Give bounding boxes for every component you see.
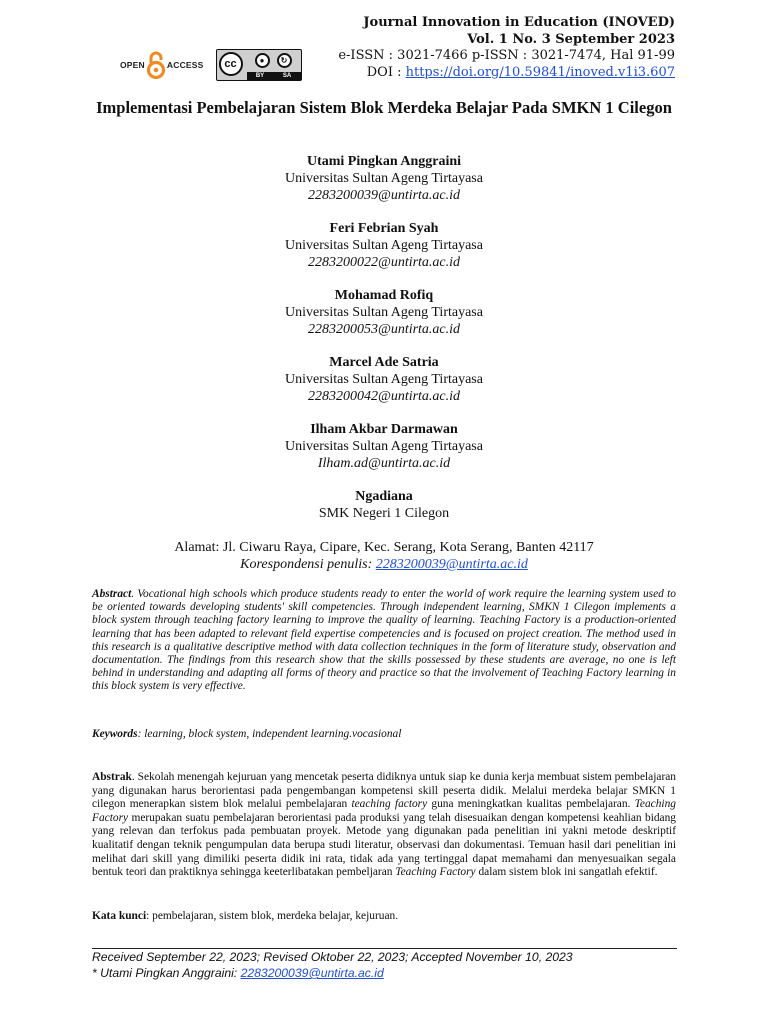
author-email: 2283200039@untirta.ac.id <box>307 188 461 203</box>
author-affiliation: SMK Negeri 1 Cilegon <box>318 506 450 521</box>
license-bar <box>247 72 301 80</box>
author-affiliation: Universitas Sultan Ageng Tirtayasa <box>285 305 483 320</box>
author-email: 2283200022@untirta.ac.id <box>307 255 461 270</box>
footer-divider <box>92 948 677 949</box>
corresponding-author-email-link[interactable]: 2283200039@untirta.ac.id <box>240 966 384 980</box>
keywords-indonesian <box>92 910 676 923</box>
abstract-label: Abstract <box>92 588 132 600</box>
abstrak-text-3: merupakan suatu pembelajaran berorientasi pada produksi yang telah disesuaikan dengan kompetensi keahlian bidang yang relevan dan terfokus pada pembuatan proyek. Metode yang digunakan pada penelitian ini yakni metode deskriptif kualitatif dengan teknik pengumpulan data berupa studi literatur, observasi dan dokumentasi. Temuan hasil dari penelitian ini melihat dari skill yang dimiliki peserta didik ini rata, tidak ada yang tertinggal dapat memahami dan menyesuaikan segala bentuk teori dan praktiknya sehingga keeterlibatakan pembeljaran <box>92 811 676 879</box>
author-name: Ngadiana <box>355 489 413 504</box>
keywords-label: Keywords <box>92 728 138 740</box>
keywords-english <box>92 728 676 741</box>
attribution-icon: ● <box>255 53 270 68</box>
license-sa-text: SA <box>282 73 292 79</box>
open-access-right-text: ACCESS <box>166 60 204 70</box>
corresponding-author-prefix: * Utami Pingkan Anggraini: <box>92 966 241 980</box>
abstrak-text-1: . Sekolah menengah kejuruan yang mencetak peserta didiknya untuk siap ke dunia kerja membuat sistem pembelajaran yang digunakan harus berorientasi pada pengembangan kompetensi skill peserta didik. Melalui merdeka belajar SMKN 1 cilegon menerapkan sistem blok melalui pembelajaran <box>92 771 676 811</box>
abstrak-emphasis-3: Teaching Factory <box>395 866 476 879</box>
doi-label: DOI : <box>366 64 406 80</box>
author-name: Mohamad Rofiq <box>334 288 434 303</box>
journal-volume: Vol. 1 No. 3 September 2023 <box>467 31 675 47</box>
journal-info <box>338 15 675 81</box>
abstrak-text-4: dalam sistem blok ini sangatlah efektif. <box>475 866 658 879</box>
paper-title: Implementasi Pembelajaran Sistem Blok Merdeka Belajar Pada SMKN 1 Cilegon <box>96 98 672 117</box>
correspondence-label: Korespondensi penulis: <box>240 557 376 572</box>
abstract-text: . Vocational high schools which produce students ready to enter the world of work require the learning system used to be oriented towards developing students' skill competencies. Through independent learning, SMKN 1 Cilegon implements a block system through teaching factory learning to improve the quality of learning. Teaching Factory is a production-oriented learning that has been adapted to relevant field expertise competencies and is focused on project creation. The method used in this research is a qualitative descriptive method with data collection techniques in the form of literature study, observation and documentation. The findings from this research show that the skills possessed by these students are average, no one is left behind in understanding and adapting all forms of theory and practice so that the involvement of Teaching Factory learning in this block system is very effective. <box>92 588 676 693</box>
abstrak-emphasis-2: Teaching Factory <box>92 798 676 824</box>
author-affiliation: Universitas Sultan Ageng Tirtayasa <box>285 171 483 186</box>
abstrak-text-2: guna meningkatkan kualitas pembelajaran. <box>427 798 635 811</box>
header-logos <box>120 48 302 82</box>
author-email: 2283200053@untirta.ac.id <box>307 322 461 337</box>
license-by-text: BY <box>255 73 265 79</box>
author-affiliation: Universitas Sultan Ageng Tirtayasa <box>285 372 483 387</box>
author-name: Ilham Akbar Darmawan <box>310 422 458 437</box>
abstract-english <box>92 588 676 694</box>
open-access-left-text: OPEN <box>120 60 145 70</box>
author-email: Ilham.ad@untirta.ac.id <box>317 456 451 471</box>
cc-by-sa-license-badge[interactable] <box>216 49 302 81</box>
author-block <box>92 220 676 271</box>
author-block <box>92 153 676 204</box>
author-name: Utami Pingkan Anggraini <box>306 154 462 169</box>
author-block <box>92 488 676 522</box>
author-block <box>92 354 676 405</box>
kata-kunci-label: Kata kunci <box>92 910 147 922</box>
abstract-indonesian <box>92 771 676 880</box>
keywords-text: : learning, block system, independent learning.vocasional <box>137 728 402 740</box>
share-alike-icon: ↻ <box>277 53 292 68</box>
abstrak-label: Abstrak <box>92 771 132 783</box>
author-name: Feri Febrian Syah <box>329 221 439 236</box>
open-access-logo <box>120 50 204 80</box>
correspondence-line <box>92 556 676 573</box>
abstrak-emphasis-1: teaching factory <box>351 798 428 811</box>
corresponding-author-note <box>92 966 692 981</box>
author-block <box>92 421 676 472</box>
creative-commons-icon: cc <box>219 52 243 76</box>
kata-kunci-text: : pembelajaran, sistem blok, merdeka belajar, kejuruan. <box>146 910 399 922</box>
author-block <box>92 287 676 338</box>
doi-link[interactable]: https://doi.org/10.59841/inoved.v1i3.607 <box>405 64 675 80</box>
journal-name: Journal Innovation in Education (INOVED) <box>363 15 675 30</box>
journal-doi <box>338 65 675 82</box>
author-email: 2283200042@untirta.ac.id <box>307 389 461 404</box>
open-access-lock-icon <box>146 50 166 80</box>
journal-issn: e-ISSN : 3021-7466 p-ISSN : 3021-7474, Hal 91-99 <box>338 48 675 63</box>
author-affiliation: Universitas Sultan Ageng Tirtayasa <box>285 439 483 454</box>
author-name: Marcel Ade Satria <box>329 355 439 370</box>
correspondence-email-link[interactable]: 2283200039@untirta.ac.id <box>375 557 528 572</box>
address-line: Alamat: Jl. Ciwaru Raya, Cipare, Kec. Serang, Kota Serang, Banten 42117 <box>174 540 594 555</box>
address-block <box>92 539 676 573</box>
received-dates: Received September 22, 2023; Revised Oktober 22, 2023; Accepted November 10, 2023 <box>92 950 573 964</box>
author-affiliation: Universitas Sultan Ageng Tirtayasa <box>285 238 483 253</box>
